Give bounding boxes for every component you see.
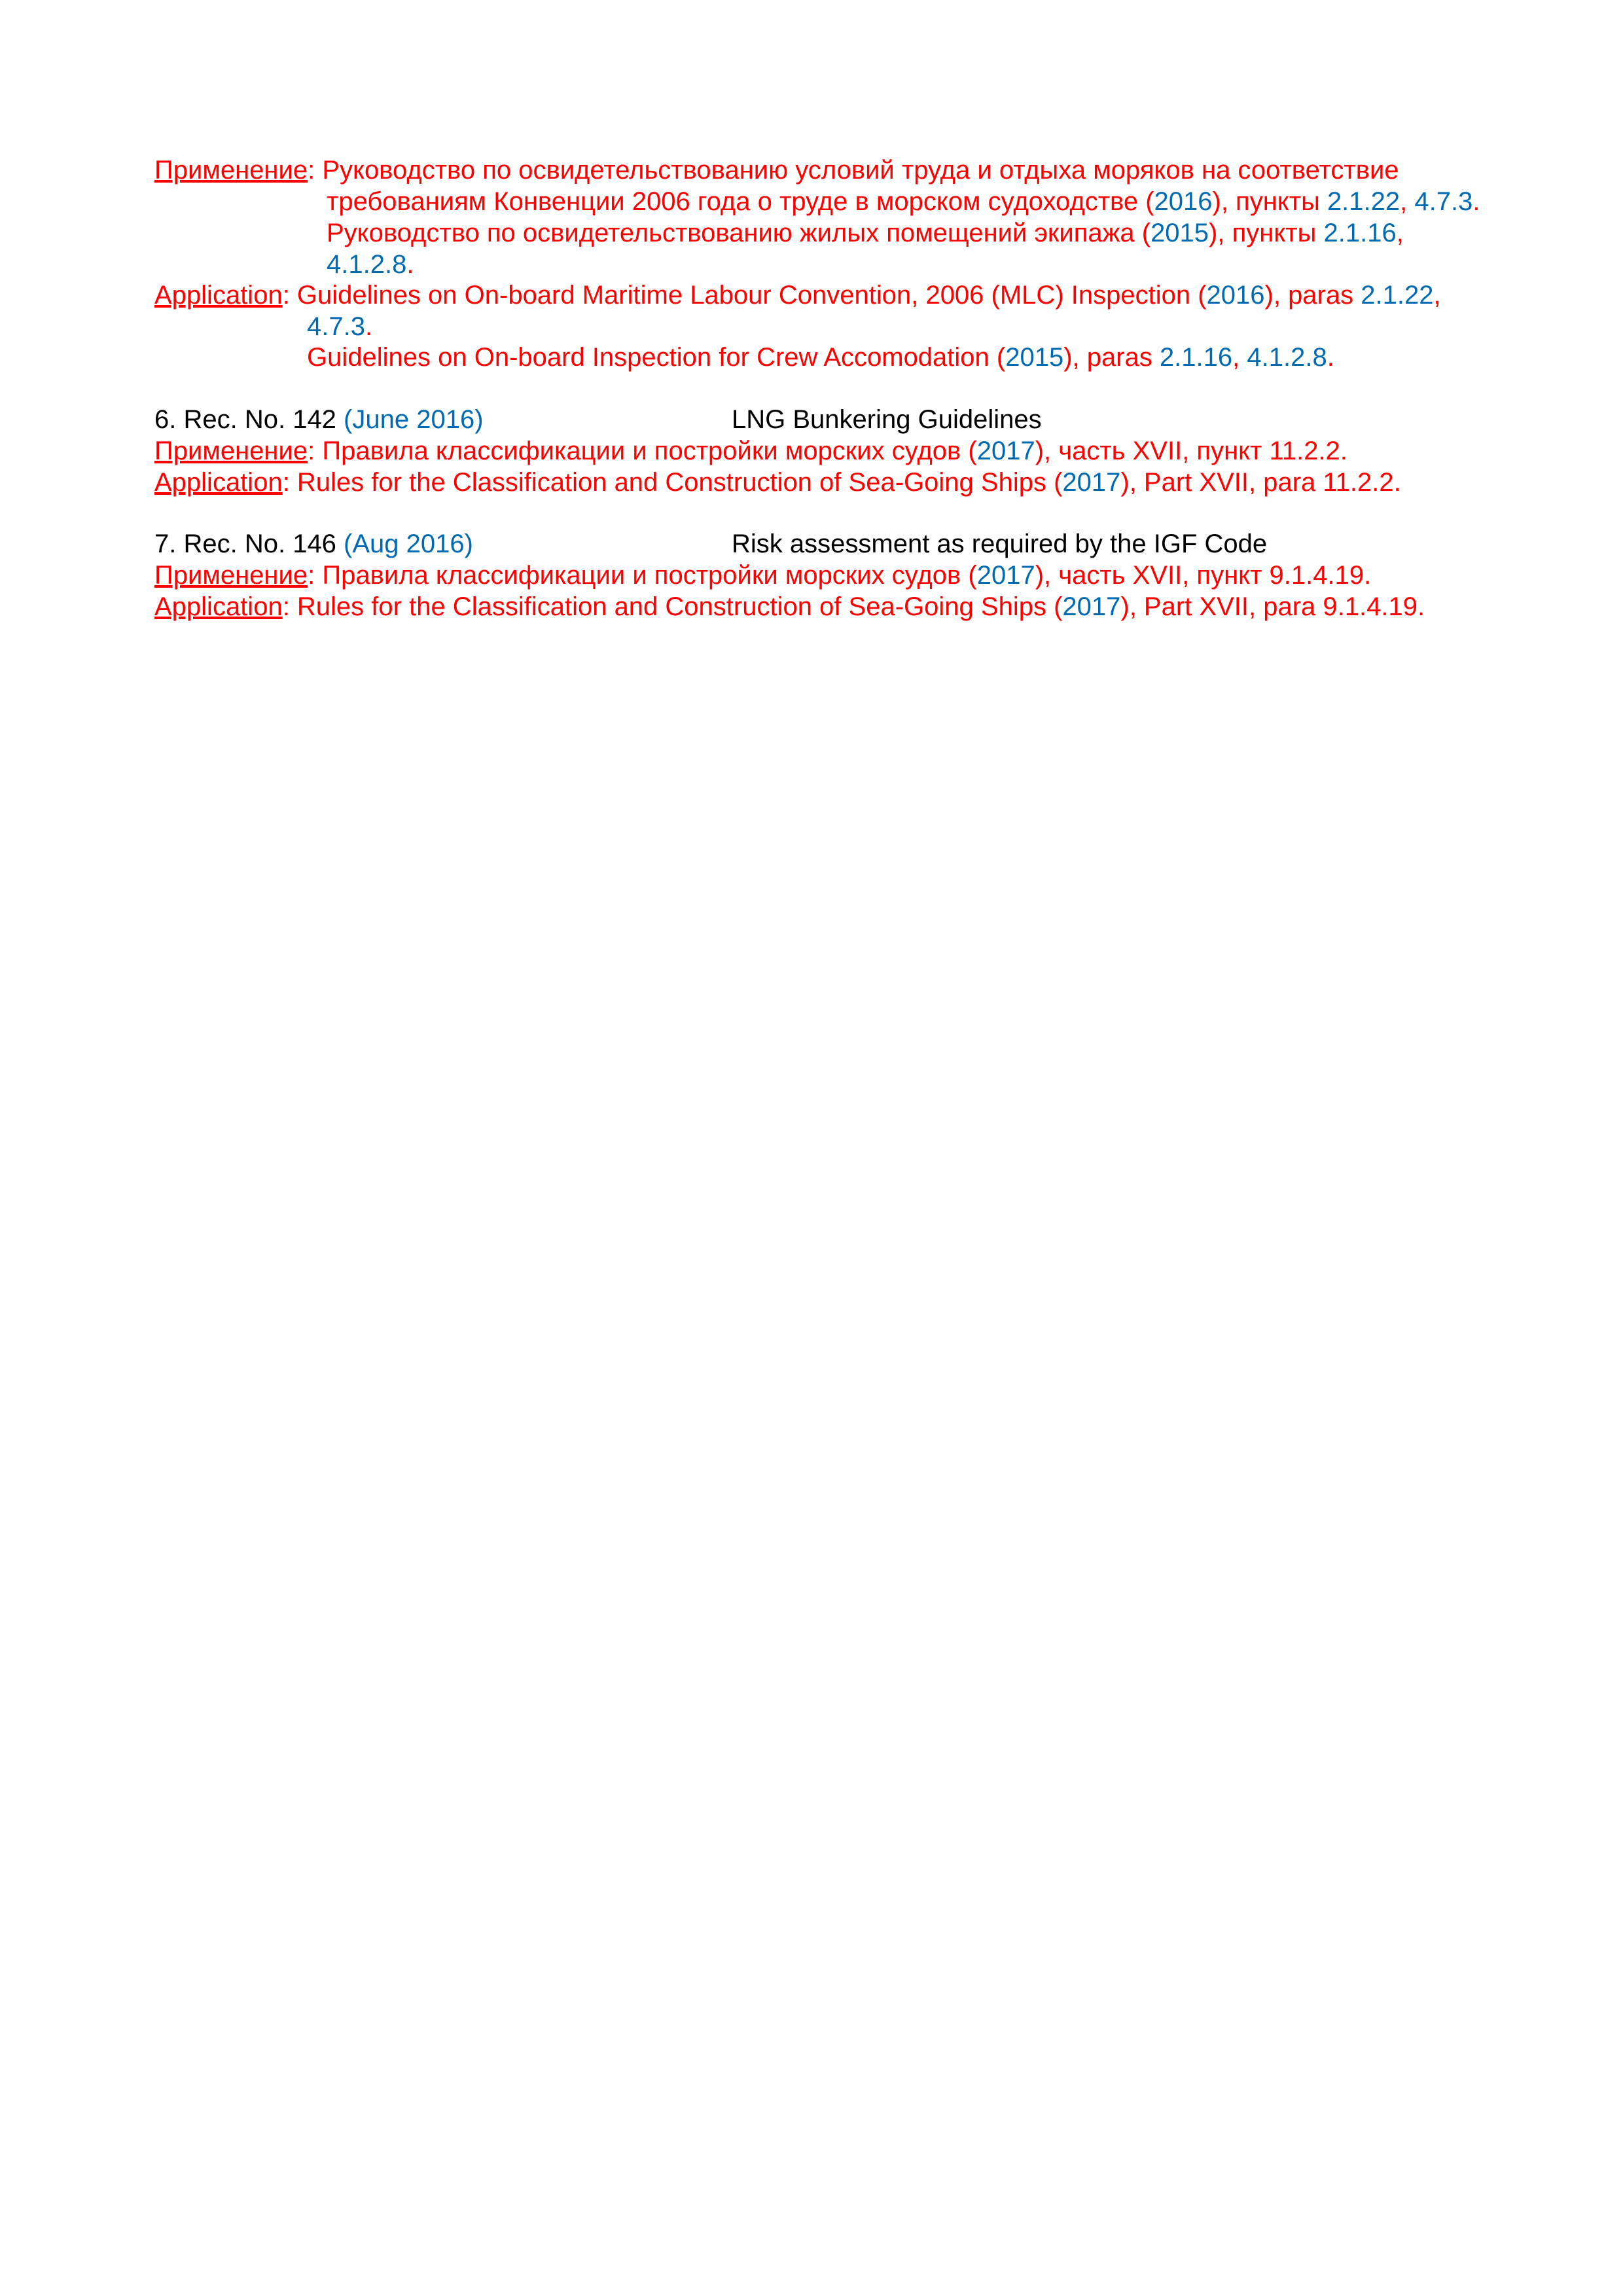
application-ru-text: : Правила классификации и постройки морских судов ( [308, 561, 977, 590]
application-ru-label: Применение [154, 561, 308, 590]
reference-year: 2016 [1154, 187, 1213, 216]
reference-paragraph: 2.1.22 [1327, 187, 1400, 216]
application-en-text: : Rules for the Classification and Construction of Sea-Going Ships ( [282, 592, 1063, 621]
application-en-label: Application [154, 468, 283, 497]
application-en-text: ), paras [1063, 343, 1160, 372]
reference-year: 2017 [976, 561, 1035, 590]
application-ru-label: Применение [154, 156, 308, 185]
separator-text: , [1232, 343, 1247, 372]
application-en-line [154, 591, 1425, 622]
reference-year: 2017 [1062, 592, 1121, 621]
reference-year: 2015 [1150, 219, 1209, 247]
application-ru-line [154, 435, 1347, 467]
separator-text: . [1327, 343, 1334, 372]
separator-text: . [365, 312, 373, 341]
application-ru-text: Руководство по освидетельствованию жилых помещений экипажа ( [327, 219, 1151, 247]
application-ru-label: Применение [154, 437, 308, 465]
application-ru-text: ), пункты [1209, 219, 1324, 247]
separator-text: , [1433, 281, 1441, 310]
application-ru-text: : Руководство по освидетельствованию условий труда и отдыха моряков на соответствие [308, 156, 1399, 185]
recommendation-number: 6. Rec. No. 142 [154, 405, 344, 434]
reference-paragraph: 4.7.3 [307, 312, 365, 341]
reference-year: 2017 [1062, 468, 1121, 497]
application-en-text: : Rules for the Classification and Construction of Sea-Going Ships ( [282, 468, 1063, 497]
reference-year: 2017 [976, 437, 1035, 465]
application-ru-text: ), часть XVII, пункт 9.1.4.19. [1035, 561, 1372, 590]
application-en-line-1 [154, 279, 1441, 311]
recommendation-heading-142 [154, 404, 484, 435]
application-ru-line-1 [154, 154, 1399, 186]
application-ru-line-4 [327, 249, 414, 280]
application-ru-line [154, 560, 1371, 591]
application-en-text: ), paras [1264, 281, 1361, 310]
separator-text: . [406, 250, 414, 279]
separator-text: , [1396, 219, 1404, 247]
application-en-label: Application [154, 592, 283, 621]
reference-paragraph: 2.1.16 [1159, 343, 1233, 372]
separator-text: , [1400, 187, 1415, 216]
application-en-line [154, 467, 1401, 498]
reference-year: 2015 [1005, 343, 1064, 372]
application-en-line-3 [307, 342, 1334, 373]
reference-paragraph: 2.1.16 [1323, 219, 1397, 247]
application-ru-text: ), пункты [1212, 187, 1327, 216]
application-en-line-2 [307, 311, 372, 342]
recommendation-date: (Aug 2016) [344, 529, 473, 558]
separator-text: . [1472, 187, 1480, 216]
recommendation-title-142: LNG Bunkering Guidelines [732, 405, 1042, 434]
application-ru-text: требованиям Конвенции 2006 года о труде в морском судоходстве ( [327, 187, 1154, 216]
reference-year: 2016 [1206, 281, 1265, 310]
recommendation-title-146: Risk assessment as required by the IGF Code [732, 529, 1268, 558]
reference-paragraph: 2.1.22 [1361, 281, 1434, 310]
application-ru-line-3 [327, 217, 1404, 249]
reference-paragraph: 4.1.2.8 [327, 250, 407, 279]
application-en-text: ), Part XVII, para 9.1.4.19. [1120, 592, 1425, 621]
recommendation-number: 7. Rec. No. 146 [154, 529, 344, 558]
application-en-label: Application [154, 281, 283, 310]
reference-paragraph: 4.7.3 [1414, 187, 1473, 216]
reference-paragraph: 4.1.2.8 [1247, 343, 1327, 372]
application-ru-text: ), часть XVII, пункт 11.2.2. [1035, 437, 1347, 465]
recommendation-heading-146 [154, 528, 473, 560]
application-en-text: : Guidelines on On-board Maritime Labour Convention, 2006 (MLC) Inspection ( [282, 281, 1207, 310]
recommendation-date: (June 2016) [344, 405, 484, 434]
application-ru-line-2 [327, 186, 1480, 217]
application-ru-text: : Правила классификации и постройки морских судов ( [308, 437, 977, 465]
application-en-text: Guidelines on On-board Inspection for Crew Accomodation ( [307, 343, 1006, 372]
application-en-text: ), Part XVII, para 11.2.2. [1120, 468, 1401, 497]
